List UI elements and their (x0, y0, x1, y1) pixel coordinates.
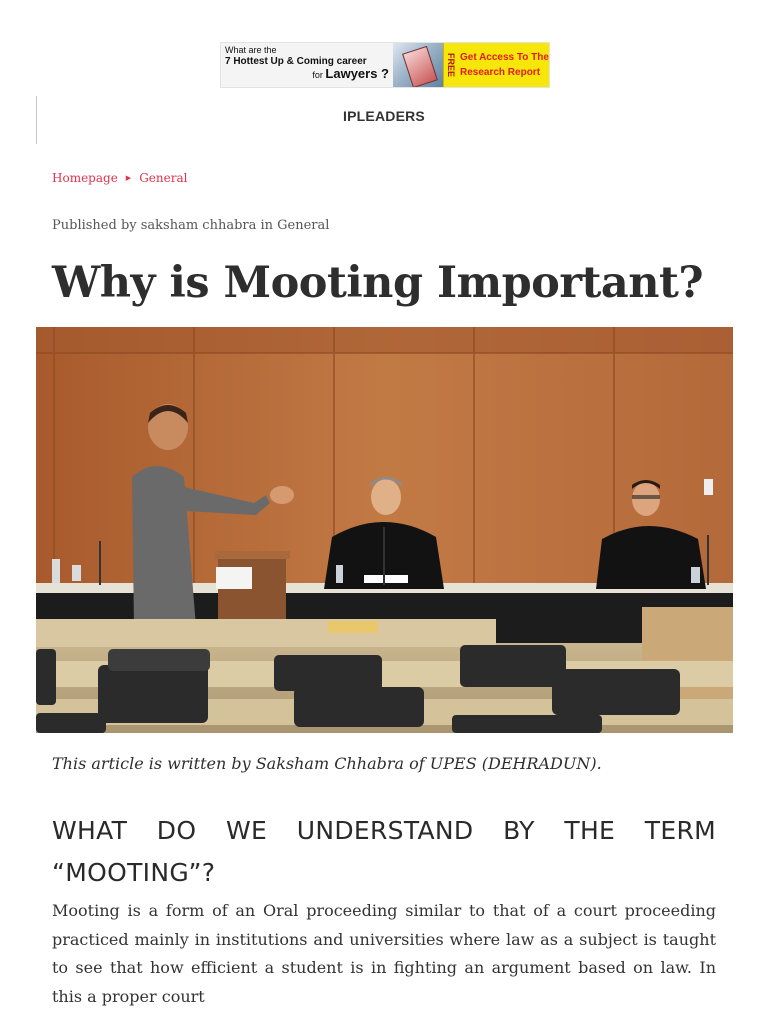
ad-text-block (221, 43, 393, 87)
article-paragraph: Mooting is a form of an Oral proceeding similar to that of a court proceeding practiced mainly in institutions and universities where law as a subject is taught to see that how efficient a student is in fighting an argument based on law. In this a proper court (52, 901, 716, 1006)
breadcrumb-home-link[interactable]: Homepage (52, 171, 118, 185)
ad-line-2: 7 Hottest Up & Coming career (225, 55, 367, 67)
post-byline: Published by saksham chhabra in General (52, 218, 330, 233)
ad-cta[interactable]: Get Access To The Research Report (458, 43, 549, 87)
report-book-icon (393, 43, 443, 88)
ad-free-label: FREE (443, 43, 458, 87)
site-name[interactable]: IPLEADERS (343, 108, 425, 124)
ad-line-1: What are the (225, 45, 277, 55)
breadcrumb (52, 171, 187, 185)
breadcrumb-separator-icon: ▶ (125, 174, 132, 182)
ad-line-3-big: Lawyers ? (325, 65, 389, 81)
breadcrumb-category-link[interactable]: General (139, 171, 188, 185)
section-heading: WHAT DO WE UNDERSTAND BY THE TERM “MOOTING”? (52, 816, 716, 887)
ad-line-3 (225, 67, 393, 81)
banner-ad[interactable] (220, 42, 550, 88)
image-caption: This article is written by Saksham Chhabra of UPES (DEHRADUN). (52, 754, 602, 773)
page-title: Why is Mooting Important? (52, 258, 704, 308)
ad-line-3-prefix: for (312, 69, 323, 80)
hero-image (36, 327, 733, 733)
